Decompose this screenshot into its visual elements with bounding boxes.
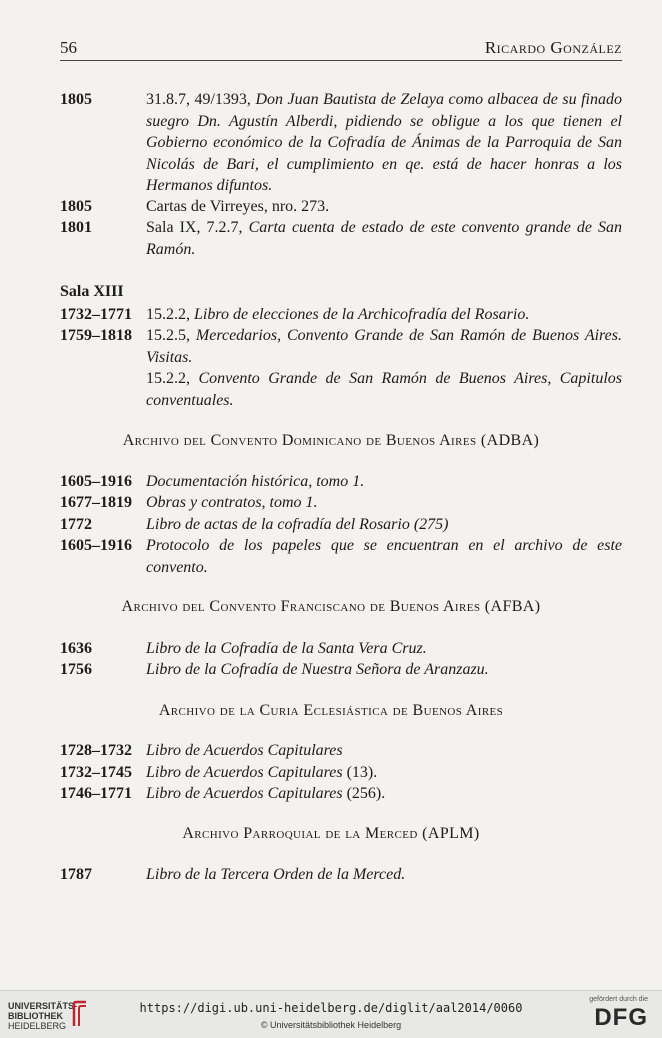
entry	[60, 89, 622, 197]
entry	[60, 638, 622, 660]
entry-title: Documentación histórica, tomo 1.	[146, 473, 365, 490]
entry	[60, 864, 622, 886]
entry-reference: 15.2.2,	[146, 306, 194, 323]
entry-title: Libro de Acuerdos Capitulares	[146, 785, 343, 802]
entry-title: Protocolo de los papeles que se encuentran en el archivo de este convento.	[146, 537, 622, 576]
entry-reference: 15.2.2,	[146, 370, 199, 387]
permalink-url[interactable]: https://digi.ub.uni-heidelberg.de/diglit/aal2014/0060	[139, 1001, 523, 1015]
entry-title: Libro de Acuerdos Capitulares	[146, 764, 343, 781]
entry-title: Libro de la Cofradía de Nuestra Señora de Aranzazu.	[146, 661, 489, 678]
entry-reference: 15.2.5,	[146, 327, 196, 344]
entry-title: Carta cuenta de estado de este convento grande de San Ramón.	[146, 219, 622, 258]
section-heading-afba: Archivo del Convento Franciscano de Buenos Aires (AFBA)	[121, 598, 541, 615]
entry-year: 1605–1916	[60, 473, 132, 490]
entry-title: Obras y contratos, tomo 1.	[146, 494, 318, 511]
library-name-line3: HEIDELBERG	[8, 1021, 67, 1031]
entry	[60, 325, 622, 368]
entry-reference: Sala IX, 7.2.7,	[146, 219, 249, 236]
entry-reference: Cartas de Virreyes, nro. 273.	[146, 198, 330, 215]
entry	[60, 514, 622, 536]
entry-title: Don Juan Bautista de Zelaya como albacea de su finado suegro Dn. Agustín Alberdi, pidiendo se obligue a los que tienen el Gobierno económico de la Cofradía de Ánimas de la Parroquia de San Nicolás de Bari, el cumplimiento en qe. está de hacer honras a los Hermanos difuntos.	[146, 91, 622, 194]
entry-year: 1756	[60, 661, 92, 678]
entry-year: 1801	[60, 219, 92, 236]
entry	[60, 535, 622, 578]
entry	[60, 659, 622, 681]
entry	[60, 304, 622, 326]
entry-year: 1605–1916	[60, 537, 132, 554]
entry-year: 1772	[60, 516, 92, 533]
entry	[60, 368, 622, 411]
entry	[60, 196, 622, 218]
viewer-footer	[0, 990, 662, 1038]
entry-title: Libro de actas de la cofradía del Rosario (275)	[146, 516, 449, 533]
entry-title: Convento Grande de San Ramón de Buenos Aires, Capitulos conventuales.	[146, 370, 622, 409]
entry-suffix: (13).	[342, 764, 378, 781]
entry	[60, 740, 622, 762]
library-name-line1: UNIVERSITÄTS-	[8, 1001, 78, 1011]
running-header	[60, 38, 622, 61]
entry	[60, 783, 622, 805]
dfg-logo[interactable]: DFG	[594, 1004, 648, 1031]
entry-title: Libro de la Cofradía de la Santa Vera Cruz.	[146, 640, 427, 657]
entry-year: 1787	[60, 866, 92, 883]
entry-year: 1805	[60, 198, 92, 215]
running-head-author: Ricardo González	[484, 38, 622, 57]
entry-year: 1759–1818	[60, 327, 132, 344]
entry-year: 1732–1771	[60, 306, 132, 323]
entry	[60, 217, 622, 260]
entry	[60, 471, 622, 493]
section-heading-curia: Archivo de la Curia Eclesiástica de Buenos Aires	[158, 702, 504, 719]
entry-year: 1677–1819	[60, 494, 132, 511]
library-name-line2: BIBLIOTHEK	[8, 1011, 63, 1021]
sala-heading: Sala XIII	[60, 283, 124, 300]
entry-suffix: (256).	[342, 785, 386, 802]
page-number: 56	[60, 38, 77, 57]
entry-title: Libro de la Tercera Orden de la Merced.	[146, 866, 406, 883]
entry-year: 1728–1732	[60, 742, 132, 759]
entry-title: Libro de elecciones de la Archicofradía del Rosario.	[194, 306, 530, 323]
entry-title: Mercedarios, Convento Grande de San Ramón de Buenos Aires. Visitas.	[146, 327, 623, 366]
entry-title: Libro de Acuerdos Capitulares	[146, 742, 343, 759]
entry-reference: 31.8.7, 49/1393,	[146, 91, 256, 108]
entry-year: 1636	[60, 640, 92, 657]
section-heading-aplm: Archivo Parroquial de la Merced (APLM)	[182, 825, 480, 842]
entry-year: 1805	[60, 91, 92, 108]
funding-note: gefördert durch die	[589, 996, 648, 1003]
entry-year: 1746–1771	[60, 785, 132, 802]
copyright-notice: © Universitätsbibliothek Heidelberg	[260, 1020, 402, 1030]
entry	[60, 492, 622, 514]
entry	[60, 762, 622, 784]
entry-year: 1732–1745	[60, 764, 132, 781]
section-heading-adba: Archivo del Convento Dominicano de Buenos Aires (ADBA)	[122, 432, 540, 449]
